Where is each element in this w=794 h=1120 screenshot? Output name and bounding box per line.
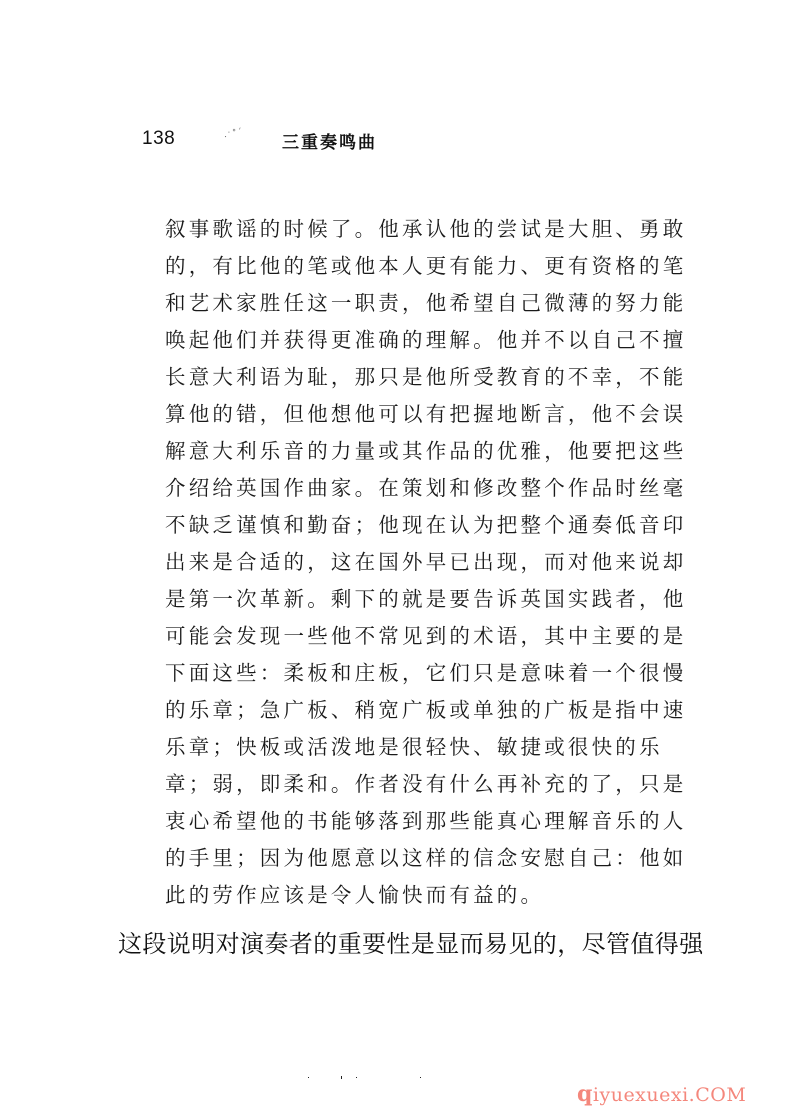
text-line: 算他的错，但他想他可以有把握地断言，他不会误 — [165, 402, 687, 426]
body-paragraph — [118, 926, 704, 962]
text-line: 乐章；快板或活泼地是很轻快、敏捷或很快的乐 — [165, 735, 663, 759]
text-line: 解意大利乐音的力量或其作品的优雅，他要把这些 — [165, 439, 687, 463]
speck — [356, 1077, 357, 1078]
ornament-icon: ·˙˚´ — [222, 127, 246, 143]
text-line: 章；弱，即柔和。作者没有什么再补充的了，只是 — [165, 772, 687, 796]
text-line: 衷心希望他的书能够落到那些能真心理解音乐的人 — [165, 809, 687, 833]
text-line: 的乐章；急广板、稍宽广板或单独的广板是指中速 — [165, 698, 687, 722]
text-line: 此的劳作应该是令人愉快而有益的。 — [165, 883, 545, 907]
text-line: 介绍给英国作曲家。在策划和修改整个作品时丝毫 — [165, 476, 687, 500]
text-line: 和艺术家胜任这一职责，他希望自己微薄的努力能 — [165, 291, 687, 315]
running-title: 三重奏鸣曲 — [282, 133, 377, 153]
text-line: 下面这些：柔板和庄板，它们只是意味着一个很慢 — [165, 661, 687, 685]
text-line: 不缺乏谨慎和勤奋；他现在认为把整个通奏低音印 — [165, 513, 687, 537]
text-line: 这段说明对演奏者的重要性是显而易见的，尽管值得强 — [118, 930, 704, 958]
speck — [341, 1076, 342, 1079]
page-number: 138 — [142, 128, 176, 149]
text-line: 出来是合适的，这在国外早已出现，而对他来说却 — [165, 550, 687, 574]
text-line: 长意大利语为耻，那只是他所受教育的不幸，不能 — [165, 365, 687, 389]
text-line: 是第一次革新。剩下的就是要告诉英国实践者，他 — [165, 587, 687, 611]
text-line: 叙事歌谣的时候了。他承认他的尝试是大胆、勇敢 — [165, 217, 687, 241]
watermark-logo: q — [577, 1081, 593, 1107]
quoted-passage — [165, 211, 685, 914]
watermark-text: iyuexuexi.COM — [592, 1084, 747, 1106]
page-header — [142, 128, 442, 154]
scan-specks — [308, 1077, 448, 1083]
text-line: 可能会发现一些他不常见到的术语，其中主要的是 — [165, 624, 687, 648]
text-line: 的，有比他的笔或他本人更有能力、更有资格的笔 — [165, 254, 687, 278]
speck — [308, 1077, 309, 1078]
speck — [420, 1077, 421, 1078]
text-line: 的手里；因为他愿意以这样的信念安慰自己：他如 — [165, 846, 687, 870]
text-line: 唤起他们并获得更准确的理解。他并不以自己不擅 — [165, 328, 687, 352]
watermark — [577, 1081, 746, 1107]
